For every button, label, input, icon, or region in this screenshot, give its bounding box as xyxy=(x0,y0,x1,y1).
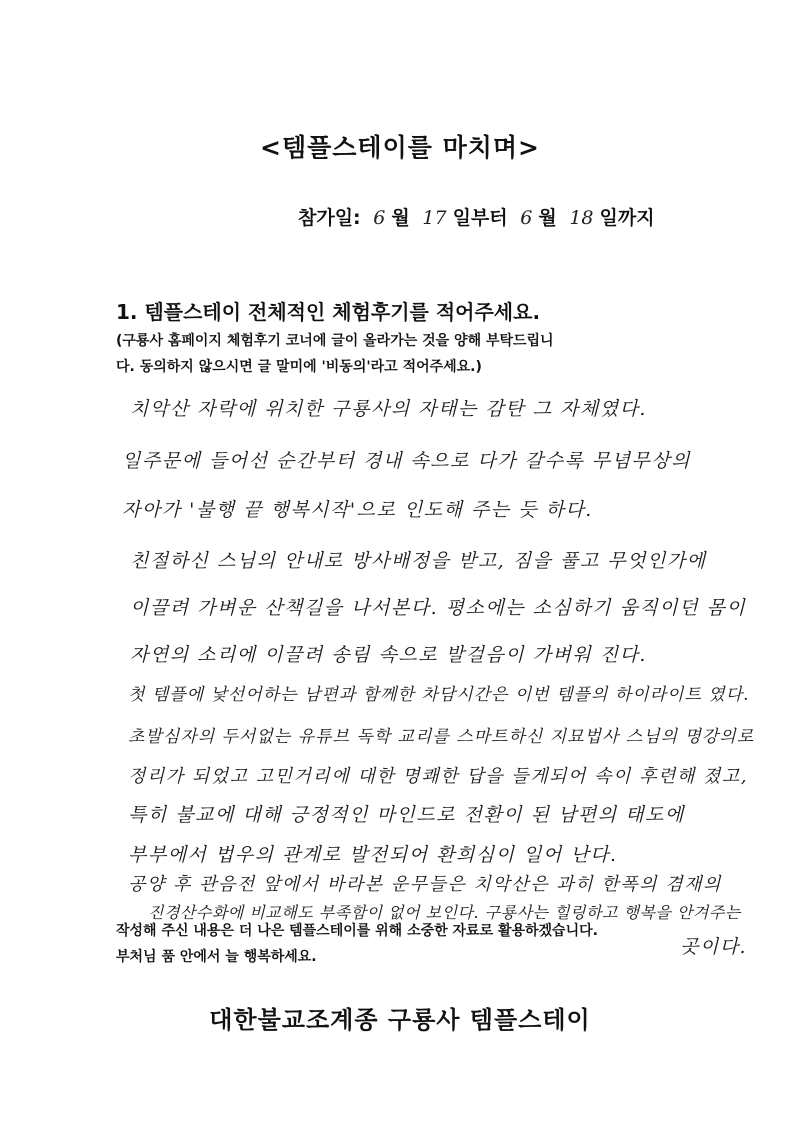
until-text: 일까지 xyxy=(599,207,655,229)
end-day: 18 xyxy=(569,207,594,229)
page-title: <템플스테이를 마치며> xyxy=(260,133,540,162)
review-line: 공양 후 관음전 앞에서 바라본 운무들은 치악산은 과히 한폭의 겸재의 xyxy=(128,874,722,895)
participation-dates xyxy=(298,203,655,230)
review-line: 일주문에 들어선 순간부터 경내 속으로 다가 갈수록 무념무상의 xyxy=(122,450,691,472)
review-line: 부부에서 법우의 관계로 발전되어 환희심이 일어 난다. xyxy=(128,844,618,866)
review-line: 자연의 소리에 이끌려 송림 속으로 발걸음이 가벼워 진다. xyxy=(130,644,647,666)
footer-org-name: 대한불교조계종 구룡사 템플스테이 xyxy=(209,1006,591,1034)
review-line: 초발심자의 두서없는 유튜브 독학 교리를 스마트하신 지묘법사 스님의 명강의로 xyxy=(128,727,755,747)
month-unit-2: 월 xyxy=(538,207,557,229)
review-line: 정리가 되었고 고민거리에 대한 명쾌한 답을 들게되어 속이 후련해 졌고, xyxy=(128,766,748,787)
consent-note-line-2: 다. 동의하지 않으시면 글 말미에 '비동의'라고 적어주세요.) xyxy=(116,359,482,375)
start-month: 6 xyxy=(373,207,386,229)
end-month: 6 xyxy=(520,207,533,229)
participation-label: 참가일: xyxy=(298,207,361,229)
closing-line-1: 작성해 주신 내용은 더 나은 템플스테이를 위해 소중한 자료로 활용하겠습니다. xyxy=(116,923,598,939)
review-line: 이끌려 가벼운 산책길을 나서본다. 평소에는 소심하기 움직이던 몸이 xyxy=(130,597,747,619)
review-line: 특히 불교에 대해 긍정적인 마인드로 전환이 된 남편의 태도에 xyxy=(128,804,685,826)
consent-note-line-1: (구룡사 홈페이지 체험후기 코너에 글이 올라가는 것을 양해 부탁드립니 xyxy=(116,333,554,349)
review-line: 곳이다. xyxy=(680,936,748,958)
review-line: 자아가 '불행 끝 행복시작'으로 인도해 주는 듯 하다. xyxy=(122,499,593,521)
from-text: 일부터 xyxy=(452,207,508,229)
review-line: 진경산수화에 비교해도 부족함이 없어 보인다. 구룡사는 힐링하고 행복을 안겨주는 xyxy=(148,903,741,922)
review-line: 친절하신 스님의 안내로 방사배정을 받고, 짐을 풀고 무엇인가에 xyxy=(130,550,707,572)
question-heading: 1. 템플스테이 전체적인 체험후기를 적어주세요. xyxy=(116,300,541,324)
month-unit-1: 월 xyxy=(391,207,410,229)
review-line: 치악산 자락에 위치한 구룡사의 자태는 감탄 그 자체였다. xyxy=(130,398,647,420)
closing-line-2: 부처님 품 안에서 늘 행복하세요. xyxy=(116,949,317,965)
start-day: 17 xyxy=(422,207,447,229)
review-line: 첫 템플에 낯선어하는 남편과 함께한 차담시간은 이번 템플의 하이라이트 였다. xyxy=(128,685,750,705)
